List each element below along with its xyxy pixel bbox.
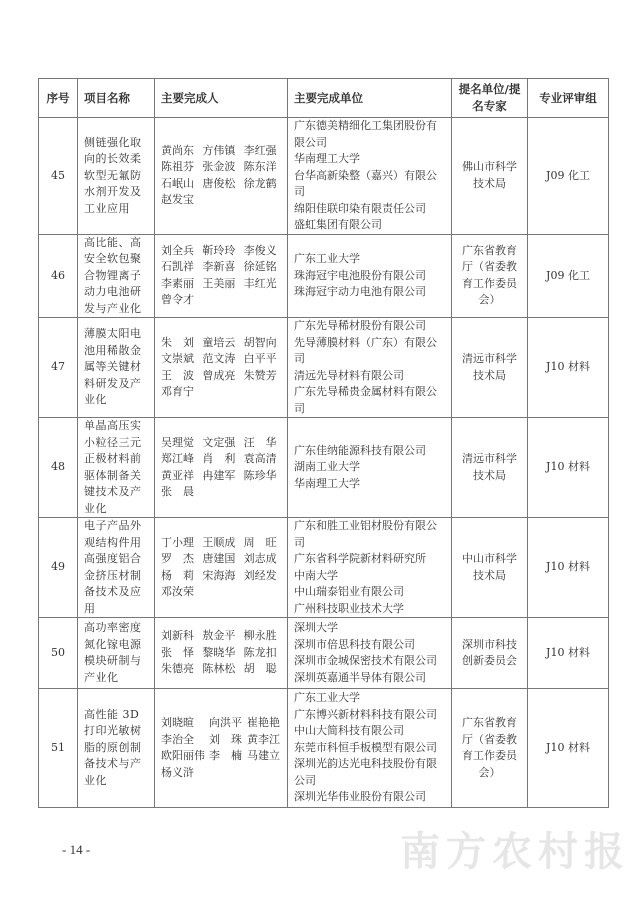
- table-row: [39, 118, 609, 235]
- header-group: 专业评审组: [528, 79, 609, 118]
- person-name: 李素丽: [161, 276, 194, 290]
- person-name: 杨义浒: [161, 765, 194, 779]
- person-name: 徐延铭: [243, 260, 277, 274]
- person-name: 靳玲玲: [202, 243, 236, 257]
- row-number: 49: [39, 518, 78, 618]
- row-number: 51: [39, 689, 78, 808]
- project-name: 高比能、高安全软包聚合物锂离子动力电池研发与产业化: [78, 234, 155, 318]
- persons-cell: [155, 618, 288, 689]
- header-nominator: 提名单位/提名专家: [452, 79, 528, 118]
- nominator: 佛山市科学技术局: [452, 118, 528, 235]
- person-name: 欧阳丽伟: [161, 749, 205, 762]
- person-name: 杨 莉: [161, 568, 194, 582]
- persons-cell: [155, 418, 288, 518]
- nominator: 广东省教育厅（省委教育工作委员会）: [452, 689, 528, 808]
- units-cell: [288, 118, 452, 235]
- unit-name: 珠海冠宇电池股份有限公司: [294, 268, 426, 282]
- persons-cell: [155, 318, 288, 418]
- review-group: J10 材料: [528, 418, 609, 518]
- header-units: 主要完成单位: [288, 79, 452, 118]
- person-name: 童培云: [202, 335, 236, 349]
- person-name: 刘经发: [243, 568, 277, 582]
- person-name: 马建立: [247, 749, 280, 762]
- person-name: 赵发宝: [161, 193, 194, 207]
- person-name: 丰红光: [243, 276, 277, 290]
- person-name: 胡智向: [243, 335, 277, 349]
- unit-name: 台华高新染整（嘉兴）有限公司: [294, 168, 437, 198]
- units-cell: [288, 418, 452, 518]
- unit-name: 深圳英嘉通半导体有限公司: [294, 670, 426, 684]
- unit-name: 华南理工大学: [294, 476, 360, 490]
- person-name: 文定强: [202, 435, 236, 449]
- person-name: 柳永胜: [243, 629, 277, 643]
- row-number: 47: [39, 318, 78, 418]
- person-name: 黄李江: [247, 732, 280, 746]
- units-cell: [288, 689, 452, 808]
- person-name: 刘新科: [161, 629, 194, 643]
- person-name: 向洪平: [209, 716, 242, 729]
- person-name: 刘全兵: [161, 243, 194, 257]
- table-row: [39, 689, 609, 808]
- row-number: 45: [39, 118, 78, 235]
- row-number: 48: [39, 418, 78, 518]
- row-number: 50: [39, 618, 78, 689]
- person-name: 张 怿: [161, 645, 194, 659]
- person-name: 朱德亮: [161, 662, 194, 676]
- units-cell: [288, 318, 452, 418]
- persons-cell: [155, 118, 288, 235]
- unit-name: 深圳光华伟业股份有限公司: [294, 790, 426, 804]
- person-name: 唐俊松: [202, 176, 236, 190]
- person-name: 周 旺: [243, 535, 277, 549]
- persons-list: [161, 715, 281, 781]
- header-persons: 主要完成人: [155, 79, 288, 118]
- project-name: 高性能 3D 打印光敏树脂的原创制备技术与产业化: [78, 689, 155, 808]
- table-row: [39, 618, 609, 689]
- table-row: [39, 234, 609, 318]
- unit-name: 中山瑞泰铝业有限公司: [294, 585, 404, 598]
- units-cell: [288, 234, 452, 318]
- person-name: 徐龙鹤: [243, 176, 277, 190]
- person-name: 陈东洋: [243, 160, 277, 174]
- project-name: 电子产品外观结构件用高强度铝合金挤压材制备技术及应用: [78, 518, 155, 618]
- persons-list: [161, 143, 281, 209]
- persons-list: [161, 435, 281, 501]
- table-row: [39, 318, 609, 418]
- persons-list: [161, 628, 281, 678]
- person-name: 刘晓暄: [161, 716, 194, 729]
- review-group: J10 材料: [528, 318, 609, 418]
- table-row: [39, 518, 609, 618]
- person-name: 方伟镇: [202, 143, 236, 157]
- review-group: J09 化工: [528, 118, 609, 235]
- person-name: 刘志成: [243, 552, 277, 565]
- person-name: 邓汝荣: [161, 585, 194, 598]
- awards-table: [38, 78, 609, 808]
- review-group: J09 化工: [528, 234, 609, 318]
- person-name: 王 波: [161, 368, 194, 382]
- person-name: 唐建国: [202, 552, 236, 565]
- person-name: 陈珍华: [243, 468, 277, 482]
- unit-name: 广东德美精细化工集团股份有限公司: [294, 119, 437, 149]
- person-name: 陈林松: [202, 662, 236, 676]
- persons-list: [161, 535, 281, 601]
- person-name: 冉建军: [202, 468, 236, 482]
- unit-name: 广东博兴新材料科技有限公司: [294, 707, 437, 721]
- persons-cell: [155, 234, 288, 318]
- header-no: 序号: [39, 79, 78, 118]
- nominator: 广东省教育厅（省委教育工作委员会）: [452, 234, 528, 318]
- unit-name: 广东工业大学: [294, 252, 360, 265]
- unit-name: 绵阳佳联印染有限责任公司: [294, 201, 426, 215]
- project-name: 侧链强化取向的长效柔软型无氟防水剂开发及工业应用: [78, 118, 155, 235]
- person-name: 黎晓华: [202, 645, 236, 659]
- person-name: 曾令才: [161, 293, 194, 307]
- person-name: 范文涛: [202, 352, 236, 365]
- header-project: 项目名称: [78, 79, 155, 118]
- person-name: 罗 杰: [161, 552, 194, 565]
- person-name: 李治全: [161, 732, 194, 746]
- review-group: J10 材料: [528, 689, 609, 808]
- person-name: 丁小理: [161, 535, 194, 549]
- unit-name: 广州科技职业技术大学: [294, 601, 404, 615]
- nominator: 清远市科学技术局: [452, 418, 528, 518]
- person-name: 朱 刘: [161, 335, 194, 349]
- table-row: [39, 418, 609, 518]
- person-name: 胡 聪: [243, 662, 277, 676]
- table-header-row: [39, 79, 609, 118]
- unit-name: 中南大学: [294, 568, 338, 582]
- person-name: 石岷山: [161, 176, 194, 190]
- unit-name: 广东工业大学: [294, 691, 360, 705]
- nominator: 深圳市科技创新委员会: [452, 618, 528, 689]
- project-name: 高功率密度氮化镓电源模块研制与产业化: [78, 618, 155, 689]
- person-name: 黄尚东: [161, 143, 194, 157]
- person-name: 王美丽: [202, 276, 236, 290]
- unit-name: 中山大简科技有限公司: [294, 724, 404, 738]
- person-name: 李俊义: [243, 243, 277, 257]
- person-name: 朱赞芳: [243, 368, 277, 382]
- persons-cell: [155, 518, 288, 618]
- unit-name: 湖南工业大学: [294, 460, 360, 474]
- person-name: 陈龙扣: [243, 645, 277, 659]
- review-group: J10 材料: [528, 518, 609, 618]
- person-name: 敖金平: [202, 629, 236, 643]
- persons-list: [161, 335, 281, 401]
- person-name: 郑江峰: [161, 452, 194, 465]
- row-number: 46: [39, 234, 78, 318]
- unit-name: 广东和胜工业铝材股份有限公司: [294, 519, 437, 549]
- persons-cell: [155, 689, 288, 808]
- unit-name: 深圳光韵达光电科技股份有限公司: [294, 757, 437, 787]
- project-name: 单晶高压实小粒径三元正极材料前驱体制备关键技术及产业化: [78, 418, 155, 518]
- person-name: 文崇斌: [161, 352, 194, 365]
- unit-name: 广东省科学院新材料研究所: [294, 552, 426, 565]
- watermark-logo: 南方农村报: [400, 828, 630, 875]
- unit-name: 广东先导稀材股份有限公司: [294, 319, 426, 332]
- person-name: 黄亚祥: [161, 468, 194, 482]
- person-name: 张金波: [202, 160, 236, 174]
- person-name: 陈祖芬: [161, 160, 194, 174]
- project-name: 薄膜太阳电池用稀散金属等关键材料研发及产业化: [78, 318, 155, 418]
- unit-name: 广东佳纳能源科技有限公司: [294, 443, 426, 457]
- unit-name: 珠海冠宇动力电池有限公司: [294, 285, 426, 298]
- person-name: 张 晨: [161, 485, 194, 498]
- nominator: 清远市科学技术局: [452, 318, 528, 418]
- unit-name: 深圳市金城保密技术有限公司: [294, 654, 437, 667]
- unit-name: 深圳市倍思科技有限公司: [294, 637, 415, 651]
- person-name: 肖 利: [202, 452, 236, 465]
- person-name: 邓育宁: [161, 385, 194, 398]
- person-name: 石凯祥: [161, 260, 194, 274]
- person-name: 王顺成: [202, 535, 236, 549]
- person-name: 李红强: [243, 143, 277, 157]
- person-name: 袁高清: [243, 452, 277, 465]
- person-name: 汪 华: [243, 435, 277, 449]
- nominator: 中山市科学技术局: [452, 518, 528, 618]
- person-name: 李新喜: [202, 260, 236, 274]
- units-cell: [288, 518, 452, 618]
- review-group: J10 材料: [528, 618, 609, 689]
- unit-name: 华南理工大学: [294, 152, 360, 165]
- unit-name: 清远先导材料有限公司: [294, 368, 404, 382]
- person-name: 刘 珠: [209, 732, 242, 746]
- unit-name: 先导薄膜材料（广东）有限公司: [294, 335, 437, 365]
- person-name: 白平平: [243, 352, 277, 365]
- person-name: 吴理觉: [161, 435, 194, 449]
- unit-name: 深圳大学: [294, 621, 338, 634]
- person-name: 曾成亮: [202, 368, 236, 382]
- person-name: 宋海海: [202, 568, 236, 582]
- persons-list: [161, 243, 281, 309]
- person-name: 李 楠: [209, 749, 242, 762]
- unit-name: 盛虹集团有限公司: [294, 218, 382, 231]
- unit-name: 东莞市科恒手板模型有限公司: [294, 740, 437, 754]
- units-cell: [288, 618, 452, 689]
- person-name: 崔艳艳: [247, 716, 280, 729]
- unit-name: 广东先导稀贵金属材料有限公司: [294, 385, 437, 415]
- page-number: - 14 -: [62, 842, 91, 857]
